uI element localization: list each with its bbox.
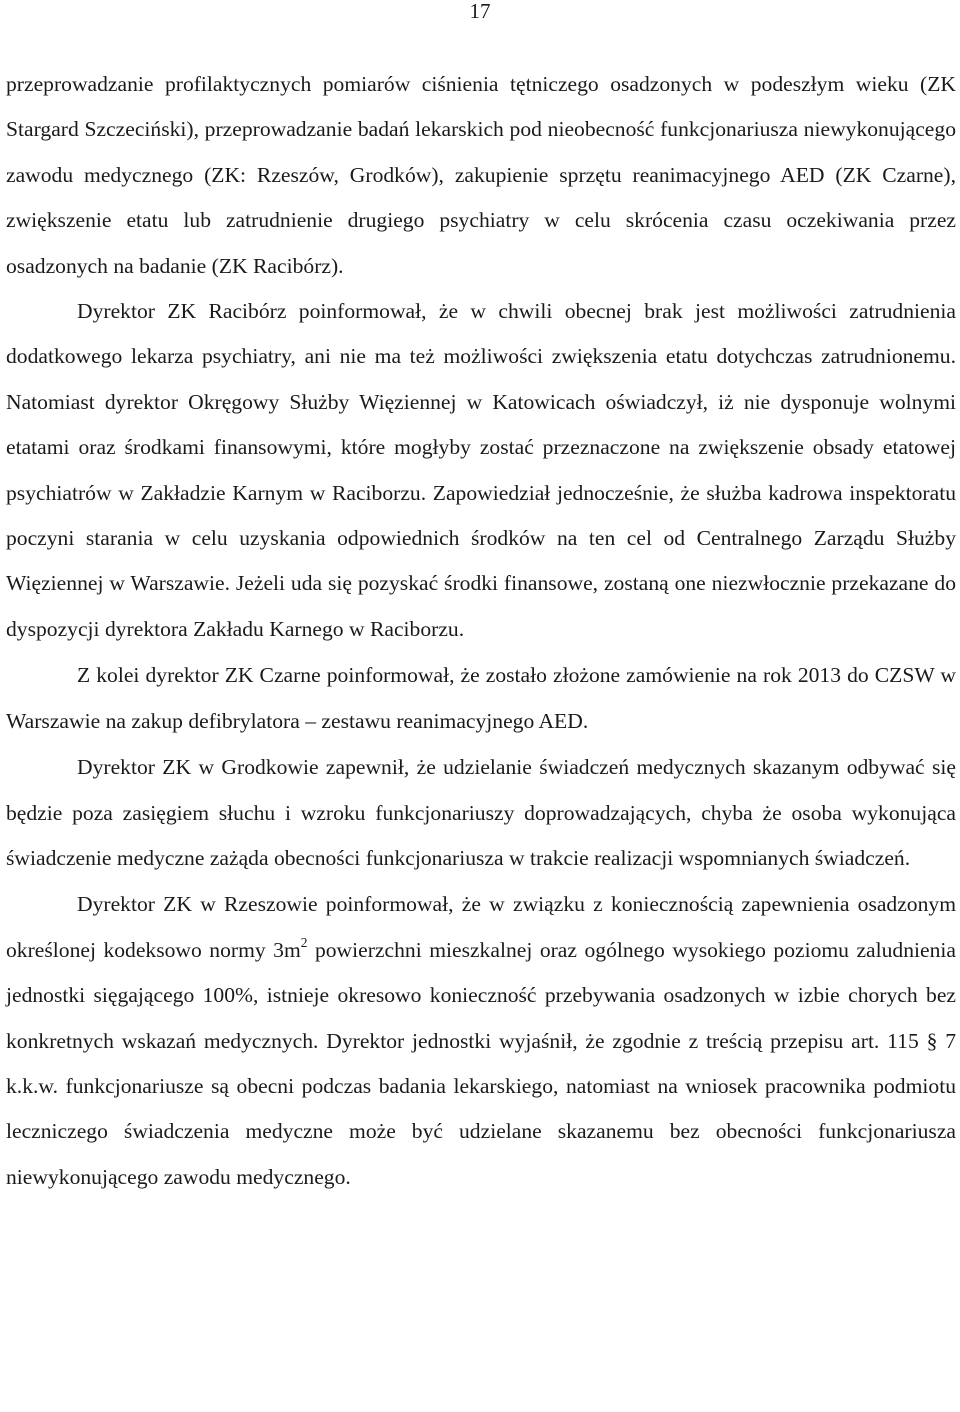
paragraph-1: przeprowadzanie profilaktycznych pomiarów ciśnienia tętniczego osadzonych w podeszłym wieku (ZK Stargard Szczeciński), przeprowadzanie badań lekarskich pod nieobecność funkcjonariusza niewykonującego zawodu medycznego (ZK: Rzeszów, Grodków), zakupienie sprzętu reanimacyjnego AED (ZK Czarne), zwiększenie etatu lub zatrudnienie drugiego psychiatry w celu skrócenia czasu oczekiwania przez osadzonych na badanie (ZK Racibórz). bbox=[6, 72, 956, 278]
paragraph-3: Z kolei dyrektor ZK Czarne poinformował, że zostało złożone zamówienie na rok 2013 do CZSW w Warszawie na zakup defibrylatora – zestawu reanimacyjnego AED. bbox=[6, 663, 956, 733]
paragraph-4: Dyrektor ZK w Grodkowie zapewnił, że udzielanie świadczeń medycznych skazanym odbywać się będzie poza zasięgiem słuchu i wzroku funkcjonariuszy doprowadzających, chyba że osoba wykonująca świadczenie medyczne zażąda obecności funkcjonariusza w trakcie realizacji wspomnianych świadczeń. bbox=[6, 755, 956, 870]
paragraph-5-text-b: powierzchni mieszkalnej oraz ogólnego wysokiego poziomu zaludnienia jednostki sięgającego 100%, istnieje okresowo konieczność przebywania osadzonych w izbie chorych bez konkretnych wskazań medycznych. Dyrektor jednostki wyjaśnił, że zgodnie z treścią przepisu art. 115 § 7 k.k.w. funkcjonariusze są obecni podczas badania lekarskiego, natomiast na wniosek pracownika podmiotu leczniczego świadczenia medyczne może być udzielane skazanemu bez obecności funkcjonariusza niewykonującego zawodu medycznego. bbox=[6, 937, 956, 1189]
page-number: 17 bbox=[469, 0, 491, 23]
document-body bbox=[6, 62, 956, 1200]
superscript-exponent: 2 bbox=[300, 934, 308, 950]
paragraph-5-text-a: Dyrektor ZK w Rzeszowie poinformował, że w związku z koniecznością zapewnienia osadzonym określonej kodeksowo normy 3m bbox=[6, 892, 956, 962]
paragraph-2: Dyrektor ZK Racibórz poinformował, że w chwili obecnej brak jest możliwości zatrudnienia dodatkowego lekarza psychiatry, ani nie ma też możliwości zwiększenia etatu dotychczas zatrudnionemu. Natomiast dyrektor Okręgowy Służby Więziennej w Katowicach oświadczył, iż nie dysponuje wolnymi etatami oraz środkami finansowymi, które mogłyby zostać przeznaczone na zwiększenie obsady etatowej psychiatrów w Zakładzie Karnym w Raciborzu. Zapowiedział jednocześnie, że służba kadrowa inspektoratu poczyni starania w celu uzyskania odpowiednich środków na ten cel od Centralnego Zarządu Służby Więziennej w Warszawie. Jeżeli uda się pozyskać środki finansowe, zostaną one niezwłocznie przekazane do dyspozycji dyrektora Zakładu Karnego w Raciborzu. bbox=[6, 299, 956, 641]
paragraph-5 bbox=[6, 882, 956, 1200]
